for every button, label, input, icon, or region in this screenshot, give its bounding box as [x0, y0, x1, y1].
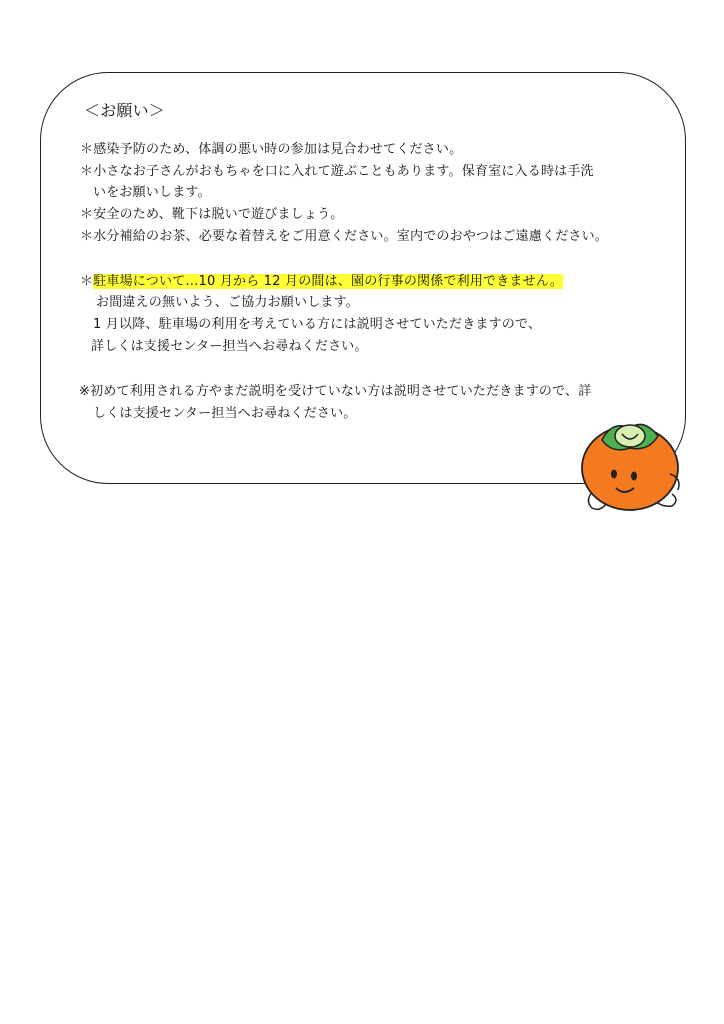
- persimmon-character-icon: [578, 412, 684, 516]
- notice-line-1: ＊感染予防のため、体調の悪い時の参加は見合わせてください。: [80, 142, 463, 157]
- parking-line-2: お間違えの無いよう、ご協力お願いします。: [96, 295, 359, 310]
- parking-bullet: ＊: [80, 274, 94, 289]
- parking-line-3: 1 月以降、駐車場の利用を考えている方には説明させていただきますので、: [93, 317, 542, 332]
- notice-line-3: いをお願いします。: [93, 185, 211, 200]
- notice-heading: ＜お願い＞: [84, 101, 166, 120]
- notice-line-2: ＊小さなお子さんがおもちゃを口に入れて遊ぶこともあります。保育室に入る時は手洗: [80, 164, 594, 179]
- note-line-1: ※初めて利用される方やまだ説明を受けていない方は説明させていただきますので、詳: [79, 384, 592, 399]
- parking-line-4: 詳しくは支援センター担当へお尋ねください。: [91, 339, 368, 354]
- notice-line-5: ＊水分補給のお茶、必要な着替えをご用意ください。室内でのおやつはご遠慮ください。: [80, 229, 609, 244]
- note-line-2: しくは支援センター担当へお尋ねください。: [93, 406, 357, 421]
- parking-line-1: [80, 272, 563, 292]
- notice-line-4: ＊安全のため、靴下は脱いで遊びましょう。: [80, 207, 344, 222]
- parking-highlight: 駐車場について…10 月から 12 月の間は、園の行事の関係で利用できません。: [93, 274, 564, 289]
